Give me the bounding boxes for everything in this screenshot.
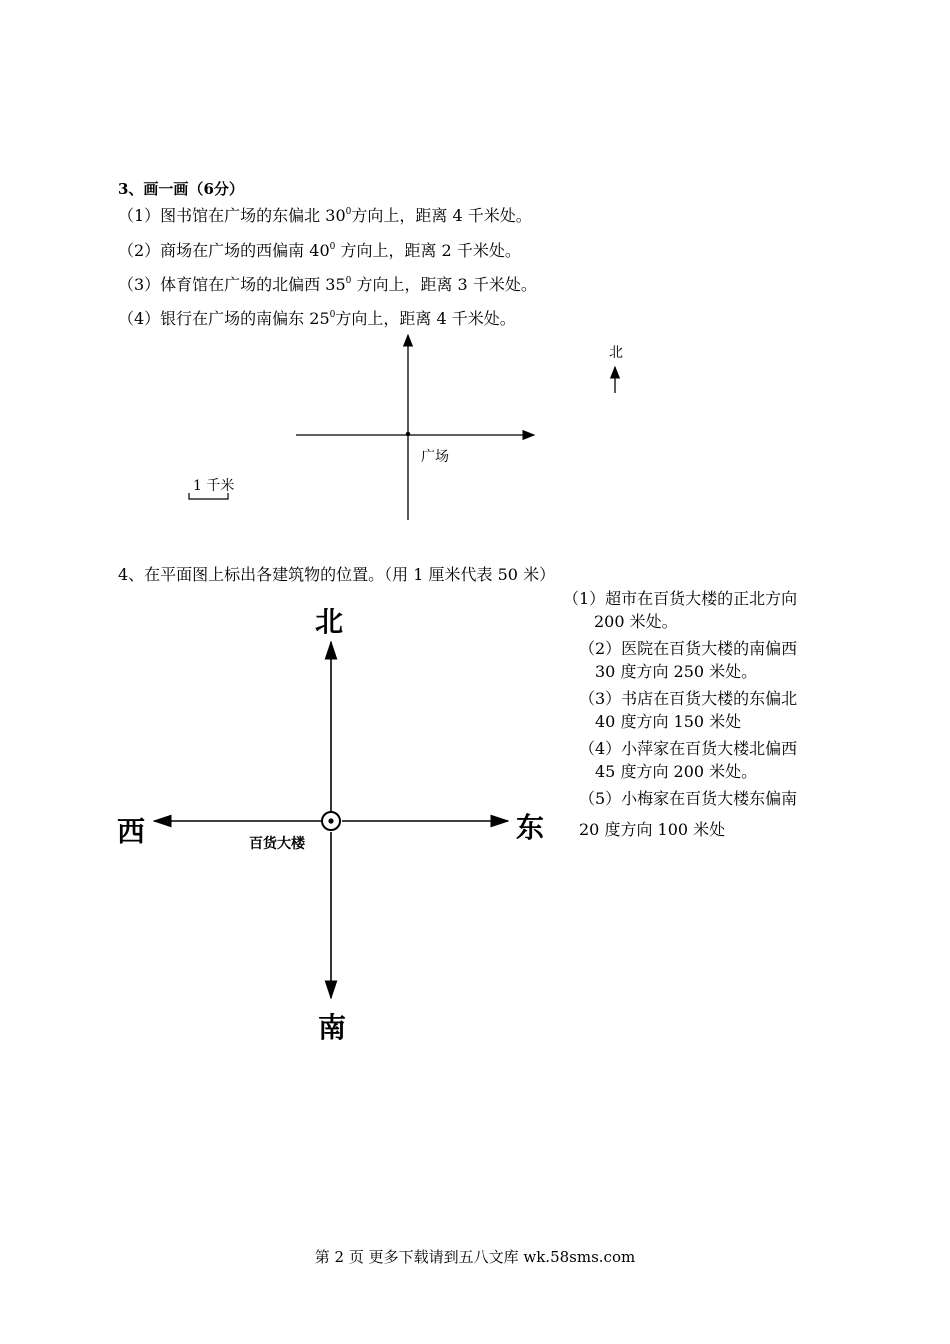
q4-north-label: 北 <box>315 605 344 638</box>
q3-item-4: （4）银行在广场的南偏东 $25^0$方向上，距离 4 千米处。 <box>118 309 516 328</box>
q4-center-dot <box>328 818 333 823</box>
q4-item-4: （4）小萍家在百货大楼北偏西 45 度方向 200 米处。 <box>579 739 798 781</box>
q3-north-label: 北 <box>609 345 623 361</box>
q3-item-1: （1）图书馆在广场的东偏北 $30^0$方向上，距离 4 千米处。 <box>118 206 532 225</box>
q4-item-5: （5）小梅家在百货大楼东偏南 20 度方向 100 米处 <box>579 789 798 839</box>
q4-east-label: 东 <box>516 811 545 844</box>
q3-origin-dot <box>406 432 410 436</box>
q3-item-3: （3）体育馆在广场的北偏西 $35^0$ 方向上，距离 3 千米处。 <box>118 275 537 294</box>
q4-item-3: （3）书店在百货大楼的东偏北 40 度方向 150 米处 <box>579 689 798 731</box>
q4-item-1: （1）超市在百货大楼的正北方向 200 米处。 <box>563 589 798 631</box>
q3-item-2: （2）商场在广场的西偏南 $40^0$ 方向上，距离 2 千米处。 <box>118 241 521 260</box>
q4-title: 4、在平面图上标出各建筑物的位置。（用 1 厘米代表 50 米） <box>118 565 556 584</box>
q4-center-label: 百货大楼 <box>249 836 305 852</box>
q3-origin-label: 广场 <box>421 449 449 465</box>
q3-title: 3、画一画（6分） <box>118 180 244 198</box>
q4-item-2: （2）医院在百货大楼的南偏西 30 度方向 250 米处。 <box>579 639 798 681</box>
page-footer: 第 2 页 更多下载请到五八文库 wk.58sms.com <box>314 1248 636 1266</box>
q4-west-label: 西 <box>117 815 146 848</box>
q4-south-label: 南 <box>318 1011 347 1044</box>
q3-scale-label: 1 千米 <box>193 478 235 494</box>
